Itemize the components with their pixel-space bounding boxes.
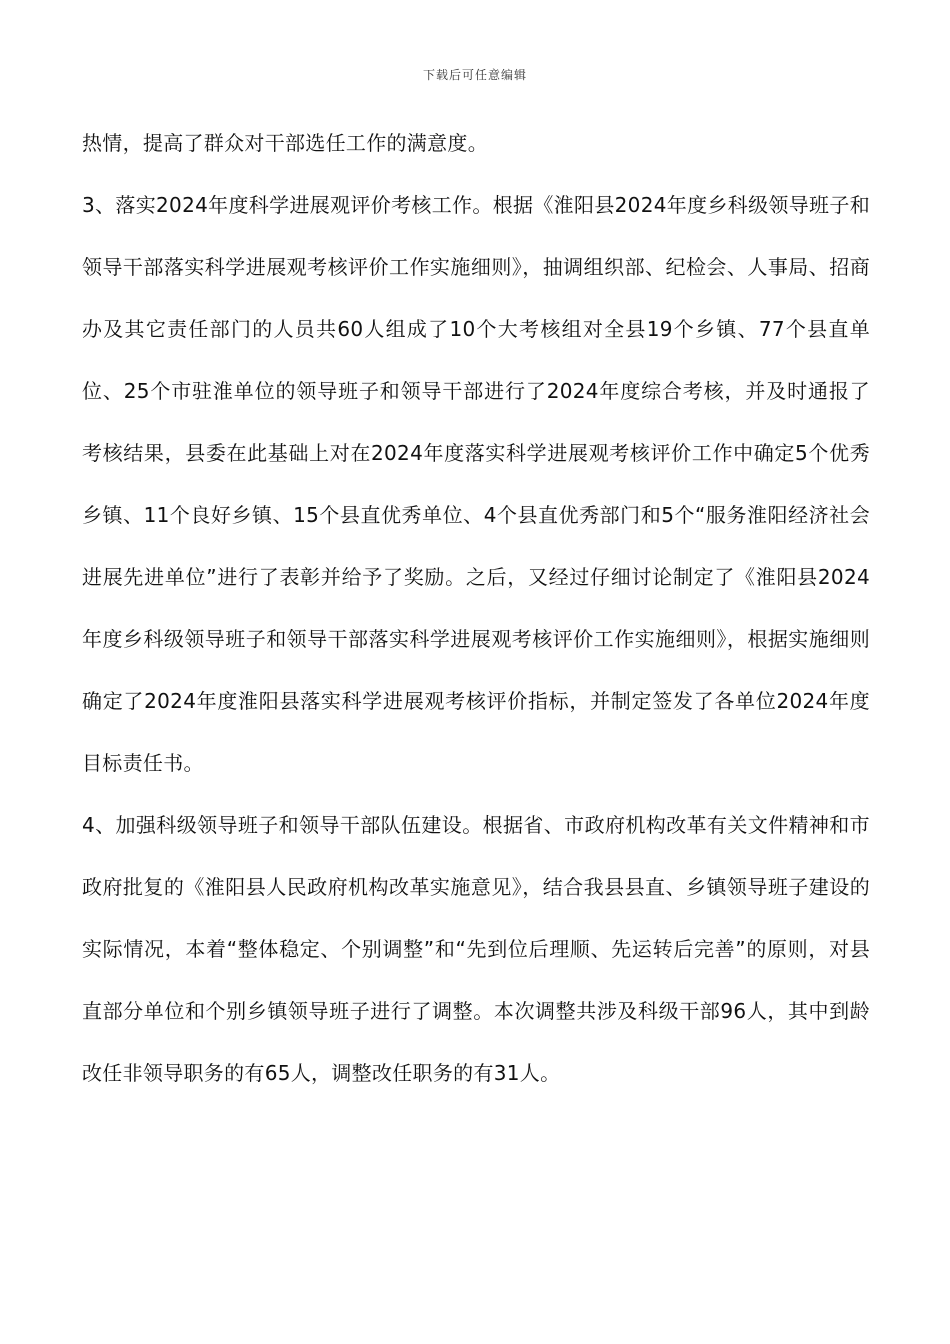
page-header: 下载后可任意编辑: [422, 68, 527, 82]
paragraph-continuation: 热情，提高了群众对干部选任工作的满意度。: [82, 131, 488, 155]
document-body: [82, 112, 870, 1104]
paragraph-item-4: 4、加强科级领导班子和领导干部队伍建设。根据省、市政府机构改革有关文件精神和市政府批复的《淮阳县人民政府机构改革实施意见》，结合我县县直、乡镇领导班子建设的实际情况，本着“整体稳定、个别调整”和“先到位后理顺、先运转后完善”的原则，对县直部分单位和个别乡镇领导班子进行了调整。本次调整共涉及科级干部96人，其中到龄改任非领导职务的有65人，调整改任职务的有31人。: [82, 813, 870, 1085]
paragraph-item-3: 3、落实2024年度科学进展观评价考核工作。根据《淮阳县2024年度乡科级领导班子和领导干部落实科学进展观考核评价工作实施细则》，抽调组织部、纪检会、人事局、招商办及其它责任部门的人员共60人组成了10个大考核组对全县19个乡镇、77个县直单位、25个市驻淮单位的领导班子和领导干部进行了2024年度综合考核，并及时通报了考核结果，县委在此基础上对在2024年度落实科学进展观考核评价工作中确定5个优秀乡镇、11个良好乡镇、15个县直优秀单位、4个县直优秀部门和5个“服务淮阳经济社会进展先进单位”进行了表彰并给予了奖励。之后，又经过仔细讨论制定了《淮阳县2024年度乡科级领导班子和领导干部落实科学进展观考核评价工作实施细则》，根据实施细则确定了2024年度淮阳县落实科学进展观考核评价指标，并制定签发了各单位2024年度目标责任书。: [82, 193, 870, 775]
